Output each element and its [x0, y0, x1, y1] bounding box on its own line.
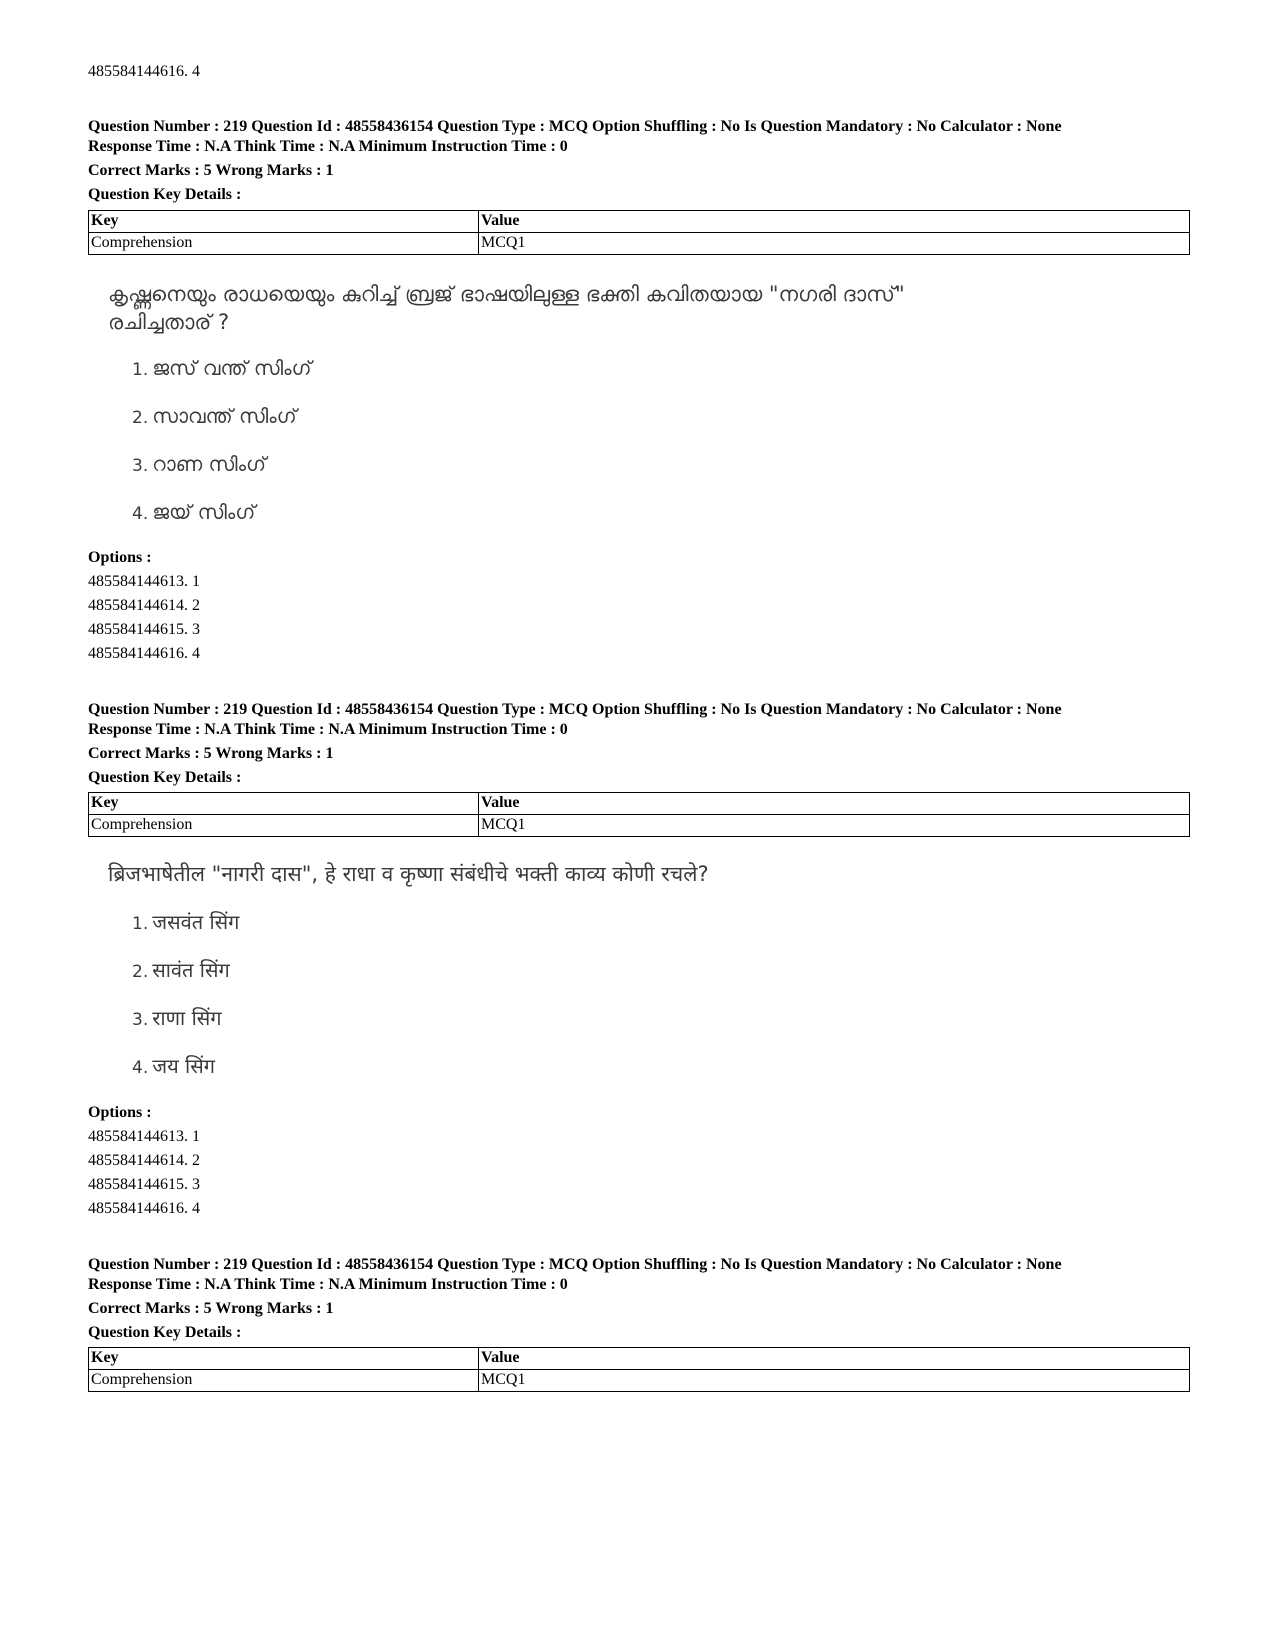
option-line: 485584144616. 4 — [88, 645, 200, 662]
table-cell-value: MCQ1 — [479, 815, 1190, 837]
option-line: 485584144615. 3 — [88, 1176, 200, 1193]
question-option-number: 1. — [132, 914, 149, 934]
option-line: 485584144615. 3 — [88, 621, 200, 638]
question-header-line1: Question Number : 219 Question Id : 48558436154 Question Type : MCQ Option Shuffling : No Is Question Mandatory : No Calculator : None — [88, 1256, 1062, 1273]
option-line: 485584144613. 1 — [88, 1128, 200, 1145]
question-option-4 — [132, 500, 255, 526]
option-line: 485584144616. 4 — [88, 1200, 200, 1217]
question-option-number: 2. — [132, 962, 149, 982]
key-details-label: Question Key Details : — [88, 769, 242, 786]
options-label: Options : — [88, 549, 152, 566]
question-option-3 — [132, 452, 266, 478]
option-line: 485584144613. 1 — [88, 573, 200, 590]
question-option-text: राणा सिंग — [152, 1006, 222, 1030]
question-option-4 — [132, 1054, 215, 1080]
table-row — [89, 233, 1190, 255]
key-details-table — [88, 792, 1190, 837]
question-option-3 — [132, 1006, 222, 1032]
table-cell-value: MCQ1 — [479, 233, 1190, 255]
question-header-line1: Question Number : 219 Question Id : 48558436154 Question Type : MCQ Option Shuffling : No Is Question Mandatory : No Calculator : None — [88, 118, 1062, 135]
table-header-key: Key — [89, 211, 479, 233]
question-option-text: सावंत सिंग — [152, 958, 230, 982]
question-option-number: 4. — [132, 504, 149, 524]
key-details-label: Question Key Details : — [88, 186, 242, 203]
table-cell-key: Comprehension — [89, 815, 479, 837]
question-option-text: സാവന്ത് സിംഗ് — [152, 404, 297, 428]
question-header-line2: Response Time : N.A Think Time : N.A Minimum Instruction Time : 0 — [88, 138, 568, 155]
table-header-row — [89, 793, 1190, 815]
question-option-number: 2. — [132, 408, 149, 428]
key-details-table — [88, 1347, 1190, 1392]
question-option-2 — [132, 404, 297, 430]
table-header-row — [89, 211, 1190, 233]
key-details-label: Question Key Details : — [88, 1324, 242, 1341]
table-header-row — [89, 1348, 1190, 1370]
question-option-text: ജയ് സിംഗ് — [152, 500, 256, 524]
marks-line: Correct Marks : 5 Wrong Marks : 1 — [88, 745, 334, 762]
question-option-number: 1. — [132, 360, 149, 380]
question-option-1 — [132, 356, 311, 382]
table-cell-value: MCQ1 — [479, 1370, 1190, 1392]
question-option-text: जय सिंग — [152, 1054, 215, 1078]
option-line: 485584144616. 4 — [88, 63, 200, 80]
option-line: 485584144614. 2 — [88, 597, 200, 614]
question-option-1 — [132, 910, 239, 936]
options-label: Options : — [88, 1104, 152, 1121]
marks-line: Correct Marks : 5 Wrong Marks : 1 — [88, 162, 334, 179]
marks-line: Correct Marks : 5 Wrong Marks : 1 — [88, 1300, 334, 1317]
question-stem: കൃഷ്ണനെയും രാധയെയും കുറിച്ച് ബ്രജ് ഭാഷയിലുള്ള ഭക്തി കവിതയായ "നഗരി ദാസ്" രചിച്ചതാര് ? — [108, 282, 905, 334]
question-option-text: ജസ് വന്ത് സിംഗ് — [152, 356, 312, 380]
option-line: 485584144614. 2 — [88, 1152, 200, 1169]
table-header-key: Key — [89, 1348, 479, 1370]
table-header-value: Value — [479, 793, 1190, 815]
question-header-line2: Response Time : N.A Think Time : N.A Minimum Instruction Time : 0 — [88, 1276, 568, 1293]
question-stem: ब्रिजभाषेतील "नागरी दास", हे राधा व कृष्णा संबंधीचे भक्ती काव्य कोणी रचले? — [108, 862, 709, 886]
question-header-line1: Question Number : 219 Question Id : 48558436154 Question Type : MCQ Option Shuffling : No Is Question Mandatory : No Calculator : None — [88, 701, 1062, 718]
table-row — [89, 815, 1190, 837]
key-details-table — [88, 210, 1190, 255]
question-option-2 — [132, 958, 230, 984]
question-option-number: 3. — [132, 1010, 149, 1030]
question-option-text: റാണ സിംഗ് — [152, 452, 267, 476]
table-header-key: Key — [89, 793, 479, 815]
question-image — [108, 280, 988, 530]
question-option-number: 4. — [132, 1058, 149, 1078]
table-row — [89, 1370, 1190, 1392]
question-image — [108, 860, 808, 1085]
question-option-text: जसवंत सिंग — [152, 910, 240, 934]
table-header-value: Value — [479, 211, 1190, 233]
table-cell-key: Comprehension — [89, 233, 479, 255]
table-header-value: Value — [479, 1348, 1190, 1370]
question-header-line2: Response Time : N.A Think Time : N.A Minimum Instruction Time : 0 — [88, 721, 568, 738]
table-cell-key: Comprehension — [89, 1370, 479, 1392]
question-option-number: 3. — [132, 456, 149, 476]
